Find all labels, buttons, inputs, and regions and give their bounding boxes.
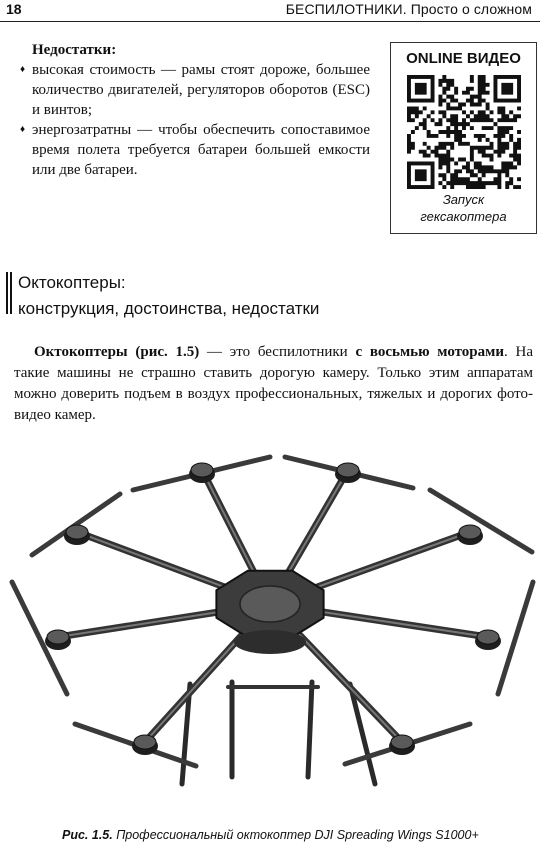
online-video-caption	[391, 191, 536, 225]
bold-term: с восьмью моторами	[355, 344, 504, 360]
disadvantages-list	[20, 60, 370, 180]
disadvantages-title: Недостатки:	[32, 42, 117, 58]
section-marker	[6, 272, 12, 314]
figure-label: Рис. 1.5.	[62, 828, 113, 842]
disadvantages-block	[20, 40, 370, 180]
bold-term: Октокоптеры (рис. 1.5)	[34, 344, 200, 360]
landing-leg	[308, 682, 312, 777]
motor-cap	[191, 463, 213, 477]
motor-cap	[337, 463, 359, 477]
propeller-blade	[498, 582, 533, 694]
section-heading-line: конструкция, достоинства, недостатки	[18, 299, 320, 318]
motor-cap	[459, 525, 481, 539]
motor-cap	[66, 525, 88, 539]
qr-finder-pattern	[407, 75, 435, 103]
caption-line: гексакоптера	[420, 209, 507, 224]
qr-finder-pattern	[407, 161, 435, 189]
running-title: БЕСПИЛОТНИКИ. Просто о сложном	[285, 1, 532, 17]
motor-cap	[134, 735, 156, 749]
lower-plate	[234, 630, 306, 654]
center-plate	[240, 586, 300, 622]
page-number: 18	[6, 1, 22, 17]
figure-caption	[62, 828, 479, 842]
octocopter-photo	[0, 432, 540, 824]
motor-cap	[47, 630, 69, 644]
caption-line: Запуск	[442, 192, 485, 207]
list-item: ♦ энергозатратны — чтобы обеспечить сопоставимое время полета требуется батареи большей емкости или две батареи.	[20, 120, 370, 180]
page-header	[0, 0, 540, 22]
online-video-box	[390, 42, 537, 234]
body-paragraph	[14, 342, 533, 426]
section-heading	[18, 270, 319, 322]
motor-cap	[391, 735, 413, 749]
motor-cap	[477, 630, 499, 644]
paragraph-text: — это беспилотники	[199, 344, 356, 360]
qr-finder-pattern	[493, 75, 521, 103]
qr-code[interactable]	[407, 75, 521, 189]
paragraph-text: . На такие машины не страшно ставить дорогую камеру. Только этим аппаратам можно доверить подъем в воздух профессиональных, тяжелых и дорогих фото-видео камер.	[14, 344, 533, 423]
online-video-title: ONLINE ВИДЕО	[406, 50, 521, 67]
figure-caption-text: Профессиональный октокоптер DJI Spreading Wings S1000+	[112, 828, 479, 842]
list-item: ♦ высокая стоимость — рамы стоят дороже, большее количество двигателей, регуляторов оборотов (ESC) и винтов;	[20, 60, 370, 120]
section-heading-line: Октокоптеры:	[18, 273, 126, 292]
